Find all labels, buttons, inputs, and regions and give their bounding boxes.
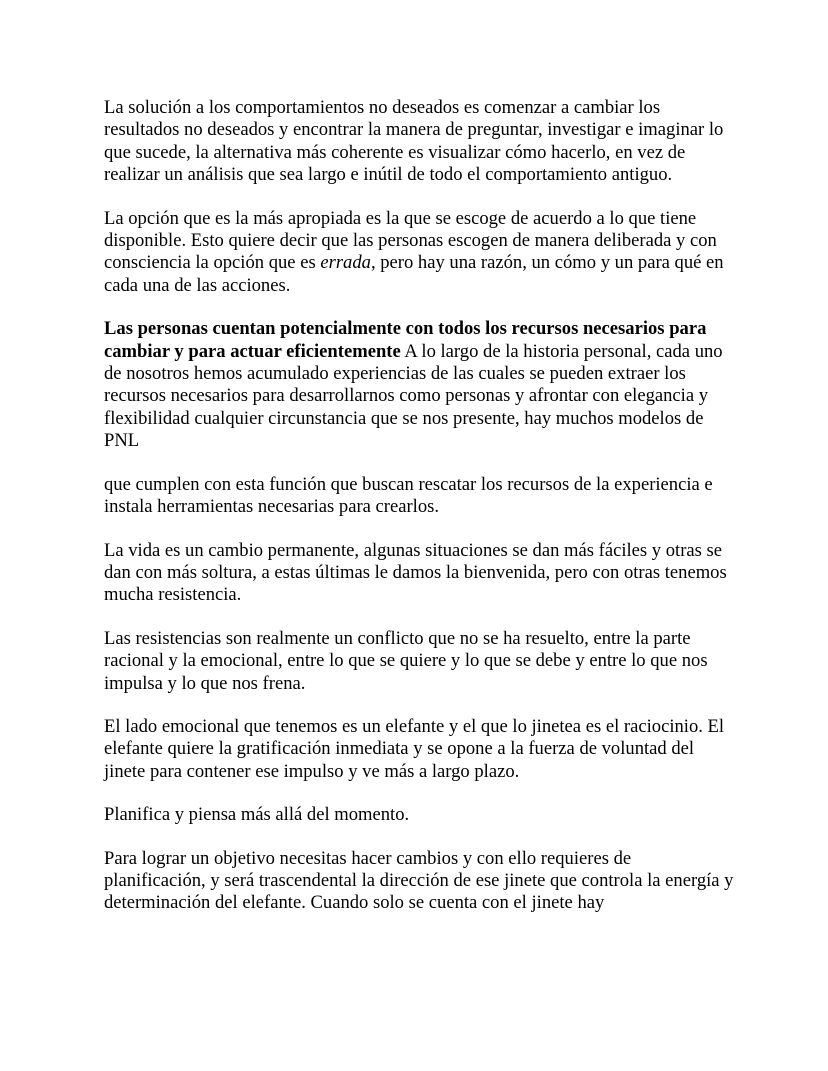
paragraph-2: [104, 208, 734, 298]
paragraph-6-text: Las resistencias son realmente un conflicto que no se ha resuelto, entre la parte racional y la emocional, entre lo que se quiere y lo que se debe y entre lo que nos impulsa y lo que nos frena.: [104, 627, 708, 694]
paragraph-7-text: El lado emocional que tenemos es un elefante y el que lo jinetea es el raciocinio. El elefante quiere la gratificación inmediata y se opone a la fuerza de voluntad del jinete para contener ese impulso y ve más a largo plazo.: [104, 715, 725, 782]
paragraph-4-text: que cumplen con esta función que buscan rescatar los recursos de la experiencia e instala herramientas necesarias para crearlos.: [104, 473, 713, 518]
paragraph-9-text: Para lograr un objetivo necesitas hacer cambios y con ello requieres de planificación, y será trascendental la dirección de ese jinete que controla la energía y determinación del elefante. Cuando solo se cuenta con el jinete hay: [104, 847, 734, 914]
paragraph-2-text-before: La opción que es la más apropiada es la que se escoge de acuerdo a lo que tiene disponible. Esto quiere decir que las personas escogen de manera deliberada y con consciencia la opción que es: [104, 207, 717, 274]
paragraph-2-text-after: , pero hay una razón, un cómo y un para qué en cada una de las acciones.: [104, 252, 724, 296]
paragraph-2-italic-word: errada: [320, 252, 371, 274]
paragraph-1-text: La solución a los comportamientos no deseados es comenzar a cambiar los resultados no deseados y encontrar la manera de preguntar, investigar e imaginar lo que sucede, la alternativa más coherente es visualizar cómo hacerlo, en vez de realizar un análisis que sea largo e inútil de todo el comportamiento antiguo.: [104, 97, 724, 186]
paragraph-6: [104, 628, 734, 695]
document-body: [104, 97, 734, 936]
paragraph-8-text: Planifica y piensa más allá del momento.: [104, 804, 410, 826]
paragraph-7: [104, 716, 734, 783]
paragraph-3-text: A lo largo de la historia personal, cada uno de nosotros hemos acumulado experiencias de las cuales se pueden extraer los recursos necesarios para desarrollarnos como personas y afrontar con elegancia y flexibilidad cualquier circunstancia que se nos presente, hay muchos modelos de PNL: [104, 340, 723, 452]
paragraph-1: [104, 97, 734, 187]
paragraph-8: [104, 804, 734, 826]
paragraph-5-text: La vida es un cambio permanente, algunas situaciones se dan más fáciles y otras se dan con más soltura, a estas últimas le damos la bienvenida, pero con otras tenemos mucha resistencia.: [104, 539, 727, 606]
paragraph-3: [104, 318, 734, 452]
paragraph-5: [104, 540, 734, 607]
paragraph-3-bold-heading: Las personas cuentan potencialmente con todos los recursos necesarios para cambiar y para actuar eficientemente: [104, 318, 707, 362]
paragraph-4: [104, 474, 734, 519]
paragraph-9: [104, 848, 734, 915]
